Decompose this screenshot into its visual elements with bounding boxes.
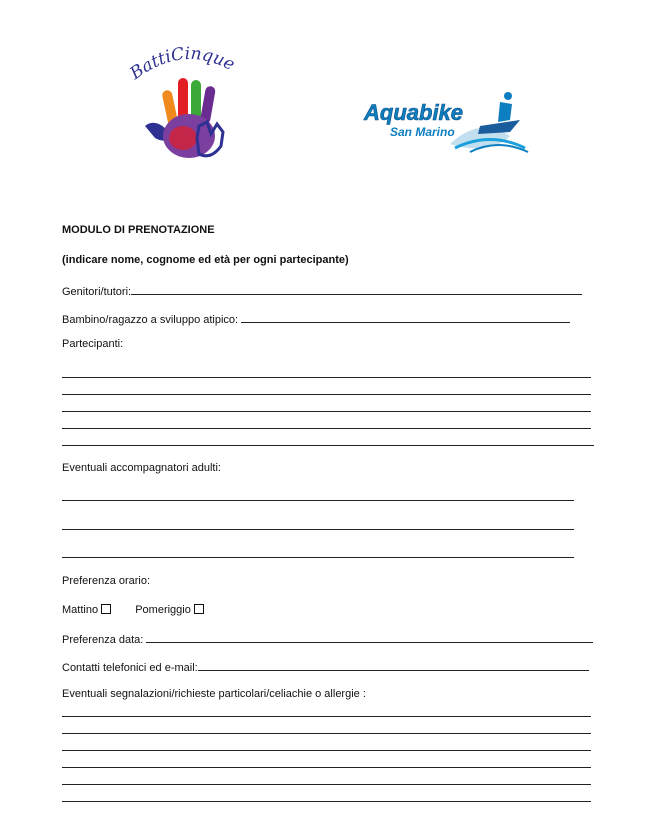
notes-label: Eventuali segnalazioni/richieste particolari/celiachie o allergie : bbox=[62, 688, 366, 700]
notes-line[interactable] bbox=[62, 767, 591, 768]
aquabike-logo-subtext: San Marino bbox=[390, 125, 455, 139]
participants-label: Partecipanti: bbox=[62, 338, 124, 350]
date-pref-field[interactable] bbox=[146, 632, 593, 643]
notes-line[interactable] bbox=[62, 784, 591, 785]
batticinque-logo-text: BattiCinque bbox=[126, 43, 238, 84]
date-pref-row bbox=[62, 632, 593, 646]
adults-line[interactable] bbox=[62, 557, 574, 558]
time-options-row bbox=[62, 604, 204, 616]
adults-label: Eventuali accompagnatori adulti: bbox=[62, 462, 221, 474]
time-pref-label: Preferenza orario: bbox=[62, 575, 151, 587]
child-field[interactable] bbox=[241, 312, 570, 323]
participants-line[interactable] bbox=[62, 394, 591, 395]
contacts-row bbox=[62, 660, 589, 674]
child-label: Bambino/ragazzo a sviluppo atipico: bbox=[62, 314, 239, 326]
notes-line[interactable] bbox=[62, 801, 591, 802]
afternoon-label: Pomeriggio bbox=[135, 604, 191, 616]
guardians-label: Genitori/tutori: bbox=[62, 286, 132, 298]
notes-line[interactable] bbox=[62, 716, 591, 717]
notes-line[interactable] bbox=[62, 733, 591, 734]
aquabike-logo bbox=[360, 86, 530, 158]
date-pref-label: Preferenza data: bbox=[62, 634, 144, 646]
child-row bbox=[62, 312, 570, 326]
participants-line[interactable] bbox=[62, 445, 594, 446]
participants-line[interactable] bbox=[62, 428, 591, 429]
form-subtitle: (indicare nome, cognome ed età per ogni partecipante) bbox=[62, 254, 349, 266]
afternoon-checkbox[interactable] bbox=[194, 604, 204, 614]
contacts-label: Contatti telefonici ed e-mail: bbox=[62, 662, 198, 674]
notes-line[interactable] bbox=[62, 750, 591, 751]
batticinque-logo bbox=[125, 38, 255, 168]
participants-line[interactable] bbox=[62, 411, 591, 412]
form-title: MODULO DI PRENOTAZIONE bbox=[62, 224, 215, 236]
aquabike-logo-text: Aquabike bbox=[364, 100, 464, 125]
participants-line[interactable] bbox=[62, 377, 591, 378]
guardians-row bbox=[62, 284, 582, 298]
morning-label: Mattino bbox=[62, 604, 99, 616]
morning-checkbox[interactable] bbox=[101, 604, 111, 614]
adults-line[interactable] bbox=[62, 500, 574, 501]
contacts-field[interactable] bbox=[198, 660, 589, 671]
guardians-field[interactable] bbox=[131, 284, 582, 295]
adults-line[interactable] bbox=[62, 529, 574, 530]
